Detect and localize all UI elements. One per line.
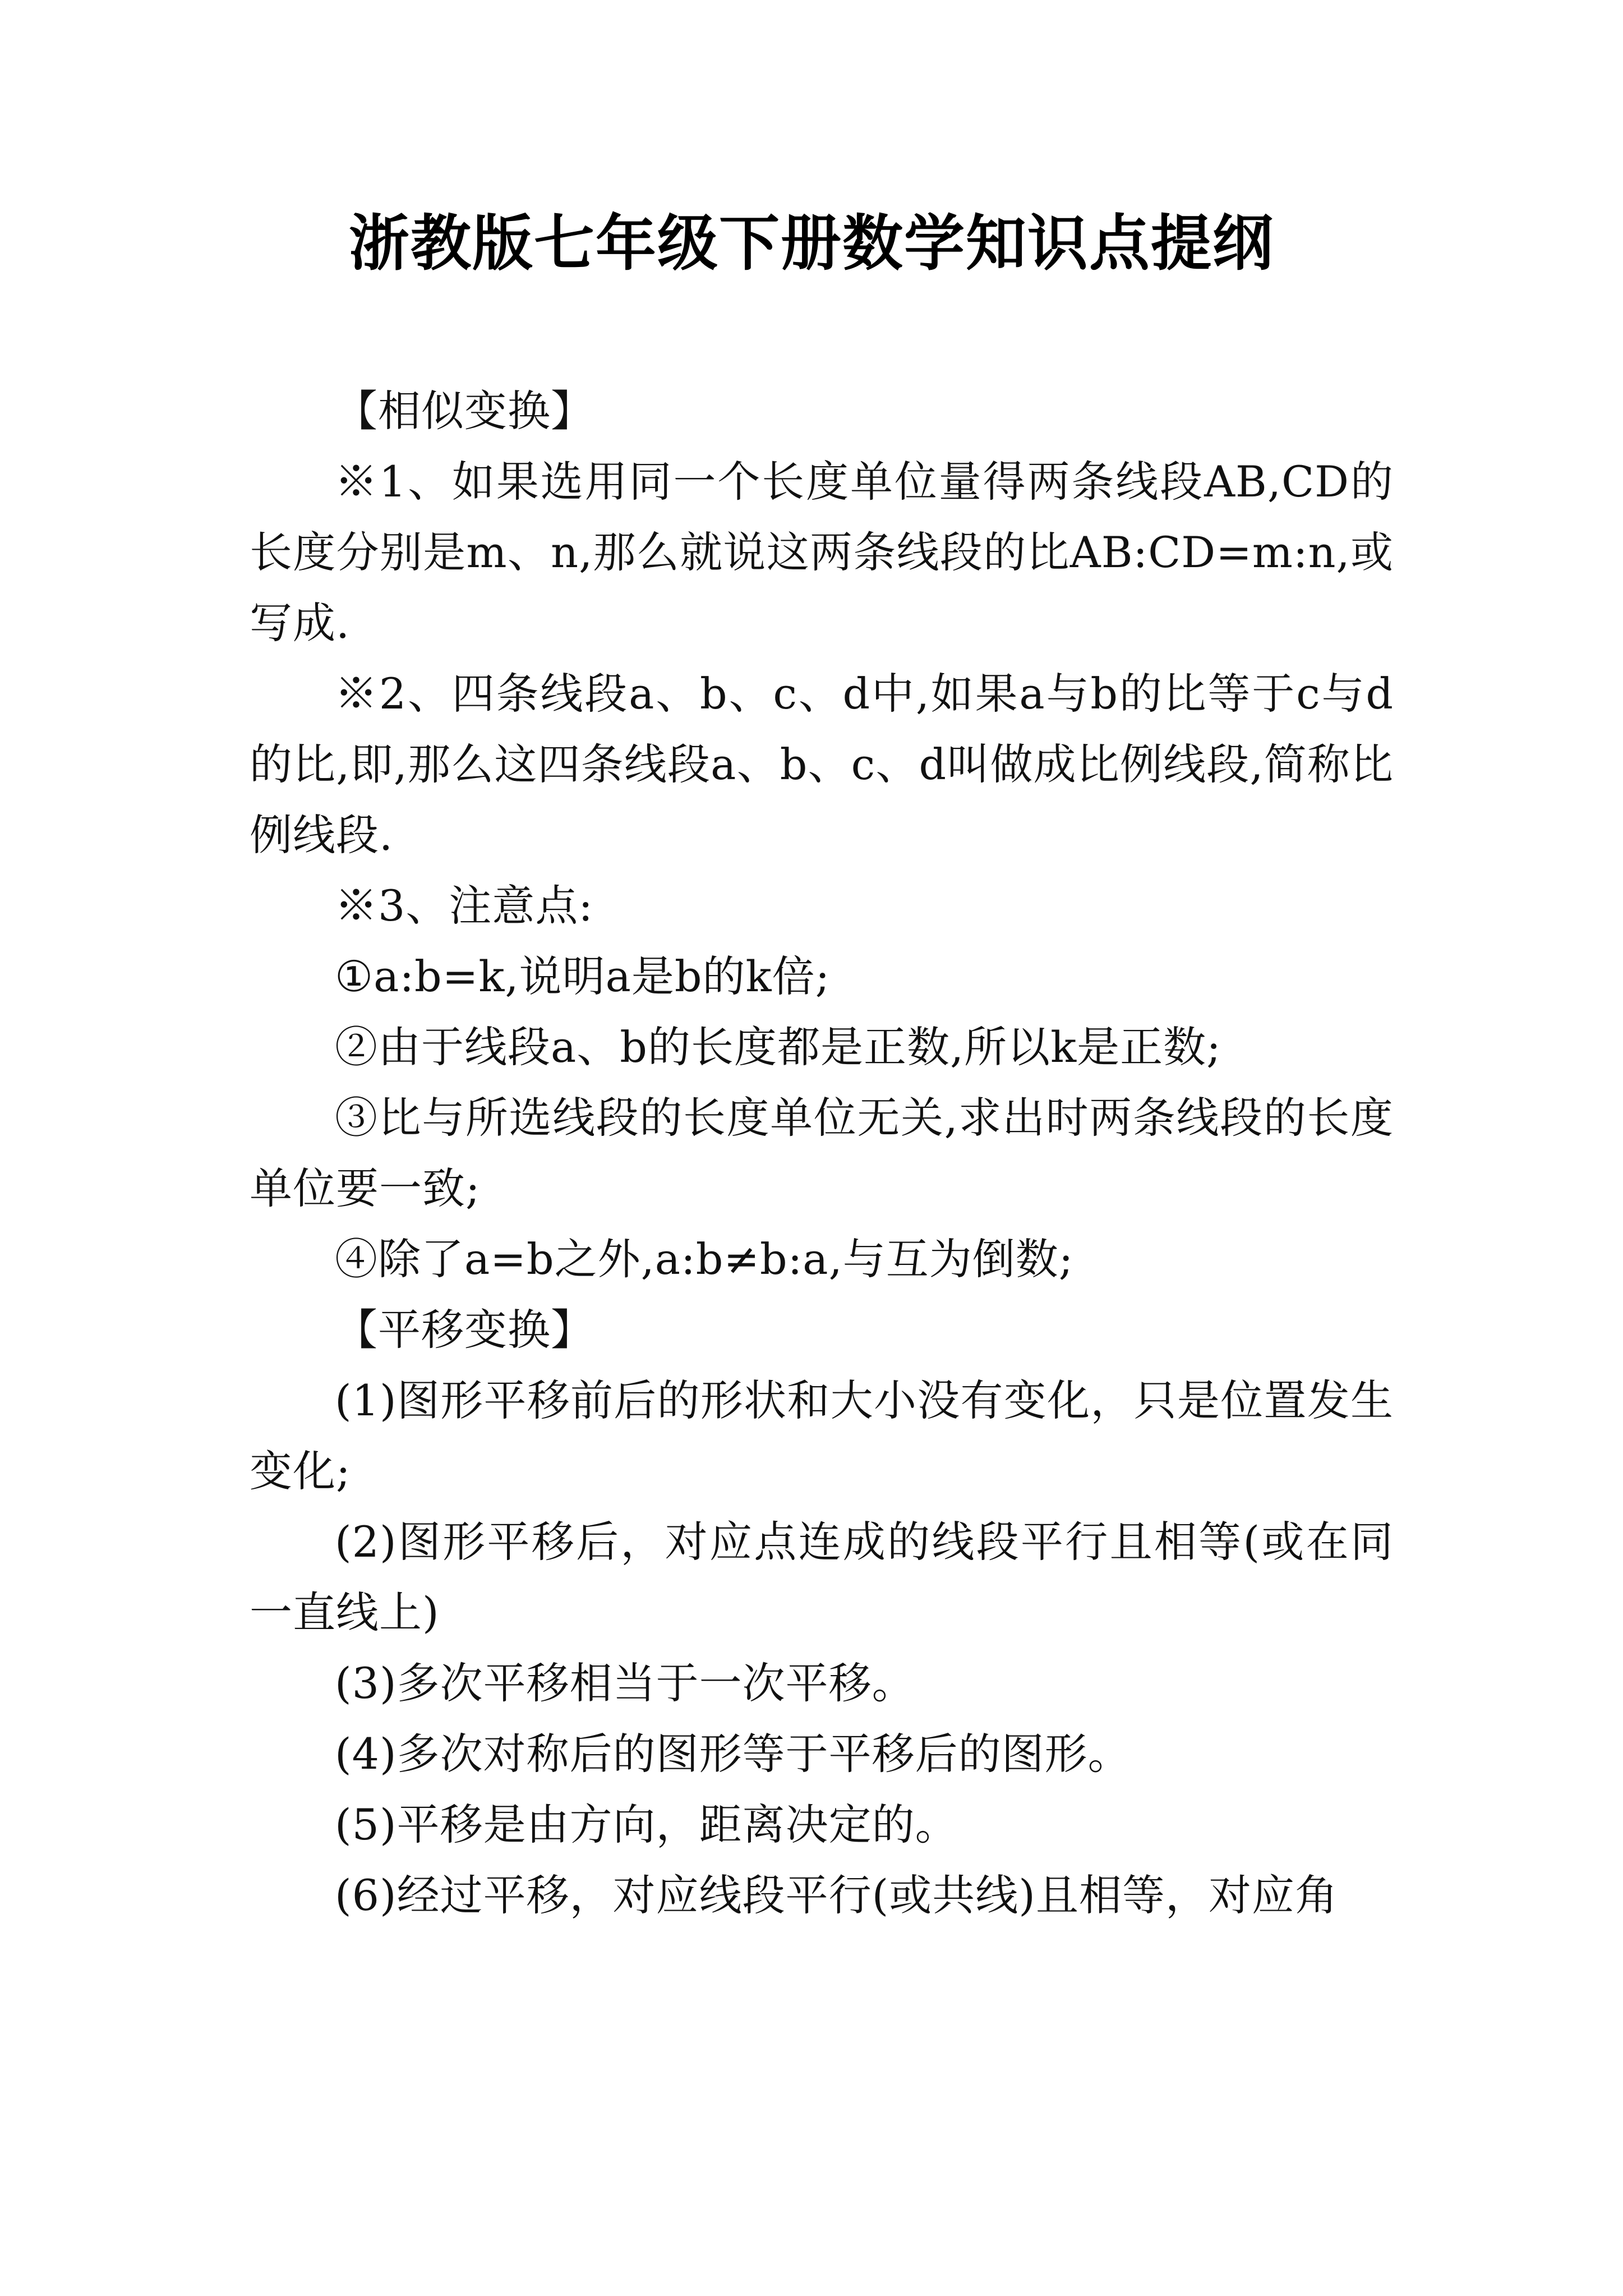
translation-item-4: (4)多次对称后的图形等于平移后的图形。: [335, 1729, 1131, 1779]
translation-item-3: (3)多次平移相当于一次平移。: [335, 1658, 915, 1708]
note-item-3: ③比与所选线段的长度单位无关,求出时两条线段的长度单位要一致;: [250, 1093, 1394, 1213]
note-item-4: ④除了a=b之外,a:b≠b:a,与互为倒数;: [335, 1234, 1074, 1284]
translation-item-5: (5)平移是由方向，距离决定的。: [335, 1800, 958, 1849]
document-body: [250, 376, 1394, 1931]
paragraph-item-1: ※1、如果选用同一个长度单位量得两条线段AB,CD的长度分别是m、n,那么就说这两条线段的比AB:CD=m:n,或写成.: [250, 457, 1394, 648]
section-heading-translation: 【平移变换】: [335, 1305, 594, 1355]
paragraph-item-3: ※3、注意点:: [335, 881, 593, 931]
translation-item-6: (6)经过平移，对应线段平行(或共线)且相等，对应角: [335, 1870, 1338, 1920]
document-title: 浙教版七年级下册数学知识点提纲: [348, 209, 1274, 279]
paragraph-item-2: ※2、四条线段a、b、c、d中,如果a与b的比等于c与d的比,即,那么这四条线段a、b、c、d叫做成比例线段,简称比例线段.: [250, 669, 1394, 860]
note-item-2: ②由于线段a、b的长度都是正数,所以k是正数;: [335, 1022, 1221, 1072]
translation-item-1: (1)图形平移前后的形状和大小没有变化，只是位置发生变化;: [250, 1375, 1394, 1496]
section-heading-similarity: 【相似变换】: [335, 386, 594, 436]
translation-item-2: (2)图形平移后，对应点连成的线段平行且相等(或在同一直线上): [250, 1517, 1394, 1637]
note-item-1: ①a:b=k,说明a是b的k倍;: [335, 951, 831, 1001]
